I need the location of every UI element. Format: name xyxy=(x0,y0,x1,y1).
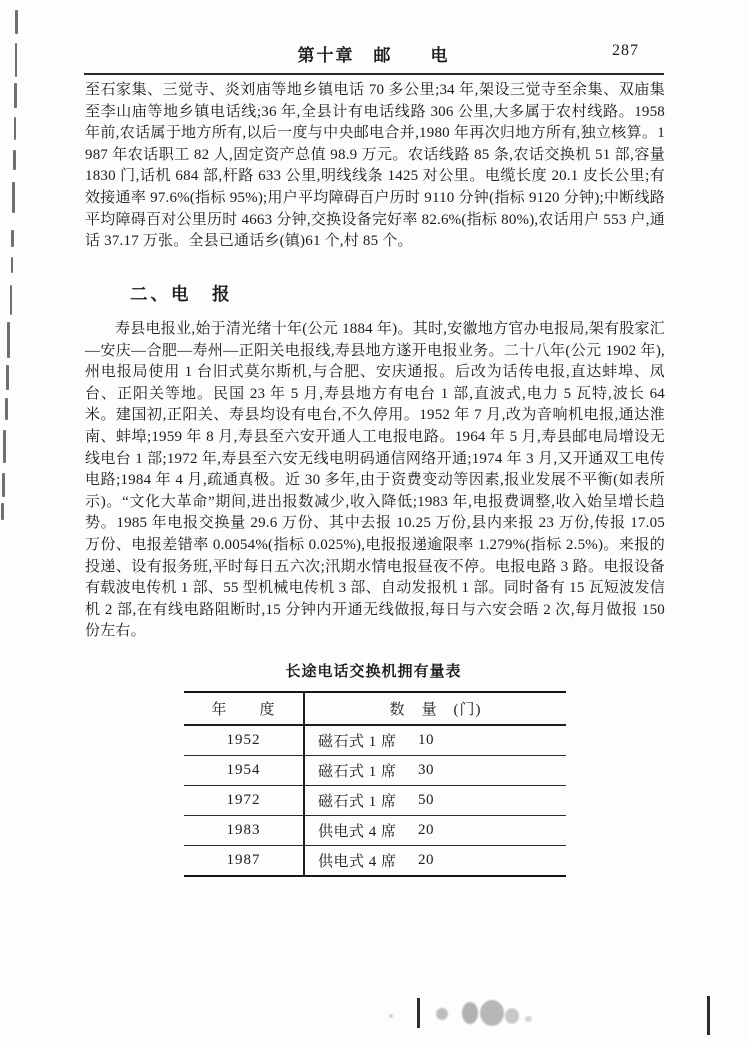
page-number: 287 xyxy=(612,42,639,59)
scan-smudge xyxy=(505,1008,519,1024)
scan-smudge xyxy=(436,1008,448,1020)
cell-quantity-group xyxy=(305,786,566,815)
header-rule xyxy=(84,73,664,75)
cell-quantity: 20 xyxy=(418,822,434,838)
table-row xyxy=(184,726,566,756)
binding-dash xyxy=(11,230,14,247)
binding-dash xyxy=(14,83,17,108)
scan-smudge xyxy=(480,1000,504,1026)
binding-dash xyxy=(1,503,4,520)
cell-quantity-group xyxy=(305,816,566,845)
switchboard-ownership-table xyxy=(184,691,566,877)
binding-dash xyxy=(14,117,17,140)
binding-dash xyxy=(13,150,16,170)
cell-year: 1983 xyxy=(184,816,305,845)
cell-year: 1952 xyxy=(184,726,305,755)
scan-smudge xyxy=(462,1002,478,1024)
scan-tick-mark xyxy=(417,998,420,1028)
col-header-year: 年 度 xyxy=(184,693,305,724)
cell-quantity-group xyxy=(305,726,566,755)
cell-switchboard-type: 供电式 4 席 xyxy=(318,824,397,840)
cell-year: 1954 xyxy=(184,756,305,785)
binding-dash xyxy=(3,430,6,463)
binding-dash xyxy=(10,285,13,315)
cell-quantity-group xyxy=(305,756,566,785)
section-heading-telegraph: 二、电 报 xyxy=(130,284,233,304)
table-row xyxy=(184,846,566,875)
binding-dash xyxy=(12,182,15,213)
binding-dash xyxy=(2,473,5,497)
col-header-quantity: 数 量 (门) xyxy=(389,702,482,718)
binding-dash xyxy=(11,257,14,273)
cell-year: 1972 xyxy=(184,786,305,815)
table-title: 长途电话交换机拥有量表 xyxy=(285,664,462,680)
table-row xyxy=(184,786,566,816)
paragraph-rural-telephone: 至石家集、三觉寺、炎刘庙等地乡镇电话 70 多公里;34 年,架设三觉寺至余集、双庙集至李山庙等地乡镇电话线;36 年,全县计有电话线路 306 公里,大多属于农村线路。1958 年前,农话属于地方所有,以后一度与中央邮电合并,1980 年再次归地方所有,独立核算。1987 年农话职工 82 人,固定资产总值 98.9 万元。农话线路 85 条,农话交换机 51 部,容量 1830 门,话机 684 部,杆路 633 公里,明线线条 1425 对公里。电缆长度 20.1 皮长公里;有效接通率 97.6%(指标 95%);用户平均障碍百户历时 9110 分钟(指标 9120 分钟);中断线路平均障碍百对公里历时 4663 分钟,交换设备完好率 82.6%(指标 80%),农话用户 553 户,通话 37.17 万张。全县已通话乡(镇)61 个,村 85 个。 xyxy=(85,82,665,250)
cell-quantity: 10 xyxy=(418,732,434,748)
binding-dash xyxy=(15,10,18,34)
paragraph-telegraph: 寿县电报业,始于清光绪十年(公元 1884 年)。其时,安徽地方官办电报局,架有股家汇—安庆—合肥—寿州—正阳关电报线,寿县地方遂开电报业务。二十八年(公元 1902 年),州电报局使用 1 台旧式莫尔斯机,与合肥、安庆通报。后改为话传电报,直达蚌埠、凤台、正阳关等地。民国 23 年 5 月,寿县地方有电台 1 部,直波式,电力 5 瓦特,波长 64 米。建国初,正阳关、寿县均设有电台,不久停用。1952 年 7 月,改为音响机电报,通达淮南、蚌埠;1959 年 8 月,寿县至六安开通人工电报电路。1964 年 5 月,寿县邮电局增设无线电台 1 部;1972 年,寿县至六安无线电明码通信网络开通;1974 年 3 月,又开通双工电传电路;1984 年 4 月,疏通真极。近 30 多年,由于资费变动等因素,报业发展不平衡(如表所示)。“文化大革命”期间,进出报数减少,收入降低;1983 年,电报费调整,收入始呈增长趋势。1985 年电报交换量 29.6 万份、其中去报 10.25 万份,县内来报 23 万份,传报 17.05 万份、电报差错率 0.0054%(指标 0.025%),电报报递逾限率 1.279%(指标 2.5%)。来报的投递、设有报务班,平时每日五六次;汛期水情电报昼夜不停。电报电路 3 路。电报设备有载波电传机 1 部、55 型机械电传机 3 部、自动发报机 1 部。同时备有 15 瓦短波发信机 2 部,在有线电路阻断时,15 分钟内开通无线做报,每日与六安会晤 2 次,每月做报 150 份左右。 xyxy=(85,321,665,640)
cell-quantity-group xyxy=(305,846,566,875)
scan-smudge xyxy=(389,1014,393,1018)
chapter-title: 第十章 邮 电 xyxy=(297,46,450,65)
table-header-row xyxy=(184,693,566,726)
binding-dash xyxy=(6,365,9,390)
page-header xyxy=(0,41,747,65)
binding-dash xyxy=(7,322,10,358)
cell-switchboard-type: 供电式 4 席 xyxy=(318,854,397,870)
cell-quantity: 50 xyxy=(418,792,434,808)
table-row xyxy=(184,816,566,846)
binding-dash xyxy=(5,398,8,420)
cell-switchboard-type: 磁石式 1 席 xyxy=(318,764,397,780)
cell-switchboard-type: 磁石式 1 席 xyxy=(318,734,397,750)
cell-quantity: 30 xyxy=(418,762,434,778)
table-row xyxy=(184,756,566,786)
cell-switchboard-type: 磁石式 1 席 xyxy=(318,794,397,810)
scan-tick-mark xyxy=(707,996,710,1035)
cell-quantity: 20 xyxy=(418,852,434,868)
cell-year: 1987 xyxy=(184,846,305,875)
scan-smudge xyxy=(525,1016,532,1022)
